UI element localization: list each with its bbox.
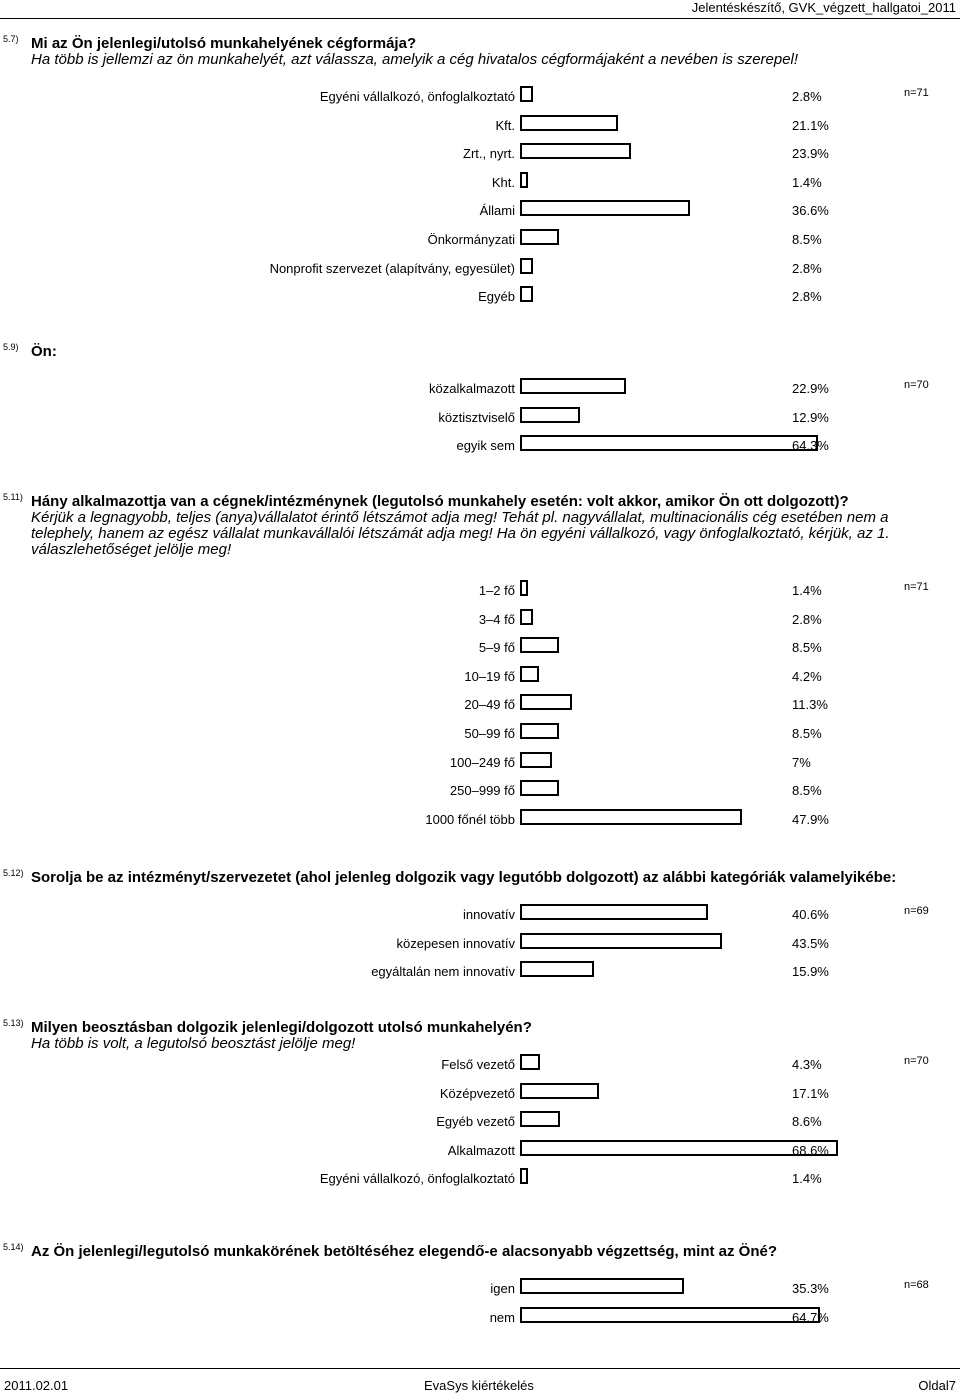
percentage-label: 15.9% [792, 964, 829, 980]
category-label: közalkalmazott [429, 381, 515, 396]
answer-row [0, 580, 960, 602]
percentage-label: 64.7% [792, 1309, 829, 1325]
sample-size: n=70 [904, 379, 929, 391]
answer-row [0, 115, 960, 137]
percentage-bar [520, 1111, 560, 1127]
answer-row [0, 1278, 960, 1300]
category-label: Kht. [491, 174, 515, 190]
footer-divider [0, 1368, 960, 1369]
question-title: Az Ön jelenlegi/legutolsó munkakörének betöltéséhez elegendő-e alacsonyabb végzettség, mint az Öné? [31, 1243, 778, 1260]
category-label: Egyéb [478, 289, 515, 305]
percentage-label: 43.5% [792, 935, 829, 951]
category-label: közepesen innovatív [396, 935, 515, 951]
question-number: 5.11) [3, 492, 23, 502]
percentage-bar [520, 378, 626, 394]
question-text [31, 494, 951, 558]
percentage-bar [520, 200, 690, 216]
question-text [31, 1244, 951, 1260]
answer-row [0, 86, 960, 108]
percentage-label: 8.5% [792, 640, 822, 656]
percentage-label: 11.3% [792, 697, 828, 713]
percentage-bar [520, 435, 818, 451]
category-label: 5–9 fő [478, 640, 515, 656]
answer-row [0, 780, 960, 802]
percentage-label: 1.4% [792, 1171, 822, 1187]
answer-row [0, 286, 960, 308]
percentage-bar [520, 1278, 684, 1294]
percentage-bar [520, 115, 618, 131]
percentage-bar [520, 143, 631, 159]
question-title: Hány alkalmazottja van a cégnek/intézménynek (legutolsó munkahely esetén: volt akkor, amikor Ön ott dolgozott)? [31, 493, 849, 510]
answer-row [0, 609, 960, 631]
sample-size: n=68 [904, 1279, 929, 1291]
category-label: Középvezető [439, 1085, 515, 1101]
answer-row [0, 666, 960, 688]
category-label: Egyéb vezető [436, 1114, 515, 1130]
category-label: 3–4 fő [478, 611, 515, 627]
question-instruction: Kérjük a legnagyobb, teljes (anya)vállalatot érintő létszámot adja meg! Tehát pl. nagyvállalat, multinacionális cég esetében nem a telephely, hanem az egész vállalat munkavállalói létszámát adja meg! Ha ön egyéni vállalkozó, vagy önfoglalkoztató, kérjük, az 1. válaszlehetőséget jelölje meg! [31, 509, 890, 558]
percentage-bar [520, 933, 722, 949]
answer-row [0, 723, 960, 745]
percentage-bar [520, 809, 742, 825]
percentage-label: 35.3% [792, 1281, 829, 1296]
percentage-bar [520, 172, 528, 188]
percentage-label: 8.5% [792, 726, 822, 741]
question-text [31, 1020, 951, 1052]
question-number: 5.7) [3, 34, 19, 44]
answer-row [0, 1307, 960, 1329]
percentage-bar [520, 904, 708, 920]
footer-date: 2011.02.01 [4, 1378, 69, 1393]
percentage-bar [520, 86, 533, 102]
category-label: 20–49 fő [464, 697, 515, 713]
answer-row [0, 637, 960, 659]
sample-size: n=70 [904, 1055, 929, 1067]
percentage-label: 4.2% [792, 668, 822, 684]
category-label: 250–999 fő [449, 783, 515, 799]
percentage-bar [520, 1307, 820, 1323]
percentage-bar [520, 1054, 540, 1070]
answer-row [0, 258, 960, 280]
category-label: Alkalmazott [447, 1142, 515, 1158]
category-label: Felső vezető [441, 1057, 515, 1072]
percentage-label: 12.9% [792, 409, 829, 425]
answer-row [0, 143, 960, 165]
footer-center-text: EvaSys kiértékelés [424, 1378, 534, 1393]
answer-row [0, 752, 960, 774]
header-divider [0, 18, 960, 19]
percentage-label: 22.9% [792, 381, 829, 396]
answer-row [0, 435, 960, 457]
percentage-label: 47.9% [792, 811, 829, 827]
question-number: 5.14) [3, 1242, 24, 1252]
percentage-bar [520, 286, 533, 302]
category-label: igen [490, 1281, 515, 1296]
question-text [31, 344, 951, 360]
percentage-bar [520, 1140, 838, 1156]
category-label: Zrt., nyrt. [463, 146, 515, 162]
percentage-label: 8.5% [792, 232, 822, 247]
sample-size: n=71 [904, 581, 929, 593]
percentage-label: 64.3% [792, 438, 829, 454]
question-title: Ön: [31, 343, 57, 360]
percentage-label: 21.1% [792, 117, 829, 133]
percentage-bar [520, 407, 580, 423]
percentage-bar [520, 752, 552, 768]
answer-row [0, 172, 960, 194]
answer-row [0, 1168, 960, 1190]
percentage-bar [520, 637, 559, 653]
question-number: 5.12) [3, 868, 24, 878]
category-label: innovatív [462, 907, 515, 922]
percentage-label: 68.6% [792, 1142, 829, 1158]
report-header-title: Jelentéskészítő, GVK_végzett_hallgatoi_2011 [691, 0, 956, 15]
answer-row [0, 694, 960, 716]
answer-row [0, 1083, 960, 1105]
question-text [31, 870, 951, 886]
category-label: egyáltalán nem innovatív [371, 964, 515, 980]
question-text [31, 36, 951, 68]
answer-row [0, 200, 960, 222]
category-label: Nonprofit szervezet (alapítvány, egyesület) [269, 260, 515, 276]
sample-size: n=71 [904, 87, 929, 99]
percentage-bar [520, 961, 594, 977]
question-instruction: Ha több is volt, a legutolsó beosztást jelölje meg! [31, 1035, 356, 1052]
percentage-label: 8.6% [792, 1114, 822, 1130]
category-label: nem [489, 1309, 515, 1325]
category-label: köztisztviselő [438, 409, 515, 425]
percentage-bar [520, 666, 539, 682]
footer-page-number: Oldal7 [918, 1378, 956, 1393]
percentage-bar [520, 609, 533, 625]
category-label: 1–2 fő [478, 583, 515, 598]
percentage-label: 17.1% [792, 1085, 829, 1101]
category-label: 100–249 fő [449, 754, 515, 770]
question-number: 5.9) [3, 342, 19, 352]
category-label: Egyéni vállalkozó, önfoglalkoztató [319, 1171, 515, 1187]
percentage-label: 2.8% [792, 289, 822, 305]
category-label: Önkormányzati [427, 232, 515, 247]
answer-row [0, 229, 960, 251]
answer-row [0, 407, 960, 429]
percentage-bar [520, 723, 559, 739]
sample-size: n=69 [904, 905, 929, 917]
answer-row [0, 1140, 960, 1162]
answer-row [0, 904, 960, 926]
percentage-label: 4.3% [792, 1057, 822, 1072]
category-label: Kft. [495, 117, 515, 133]
percentage-label: 8.5% [792, 783, 822, 799]
answer-row [0, 933, 960, 955]
percentage-label: 23.9% [792, 146, 829, 162]
answer-row [0, 1054, 960, 1076]
percentage-label: 7% [792, 754, 811, 770]
question-title: Sorolja be az intézményt/szervezetet (ahol jelenleg dolgozik vagy legutóbb dolgozott) az alábbi kategóriák valamelyikébe: [31, 869, 897, 886]
percentage-label: 1.4% [792, 174, 822, 190]
category-label: Egyéni vállalkozó, önfoglalkoztató [319, 89, 515, 104]
category-label: 10–19 fő [464, 668, 515, 684]
answer-row [0, 1111, 960, 1133]
percentage-label: 36.6% [792, 203, 829, 219]
percentage-bar [520, 1083, 599, 1099]
percentage-bar [520, 694, 572, 710]
percentage-bar [520, 580, 528, 596]
percentage-bar [520, 229, 559, 245]
category-label: 1000 főnél több [425, 811, 515, 827]
percentage-bar [520, 258, 533, 274]
question-instruction: Ha több is jellemzi az ön munkahelyét, azt válassza, amelyik a cég hivatalos cégformájaként a nevében is szerepel! [31, 51, 799, 68]
percentage-bar [520, 780, 559, 796]
percentage-label: 1.4% [792, 583, 822, 598]
question-number: 5.13) [3, 1018, 24, 1028]
category-label: egyik sem [456, 438, 515, 454]
answer-row [0, 378, 960, 400]
percentage-label: 2.8% [792, 611, 822, 627]
category-label: 50–99 fő [464, 726, 515, 741]
percentage-label: 2.8% [792, 260, 822, 276]
question-title: Mi az Ön jelenlegi/utolsó munkahelyének cégformája? [31, 35, 417, 52]
answer-row [0, 809, 960, 831]
percentage-bar [520, 1168, 528, 1184]
percentage-label: 2.8% [792, 89, 822, 104]
percentage-label: 40.6% [792, 907, 829, 922]
question-title: Milyen beosztásban dolgozik jelenlegi/dolgozott utolsó munkahelyén? [31, 1019, 532, 1036]
answer-row [0, 961, 960, 983]
category-label: Állami [479, 203, 515, 219]
